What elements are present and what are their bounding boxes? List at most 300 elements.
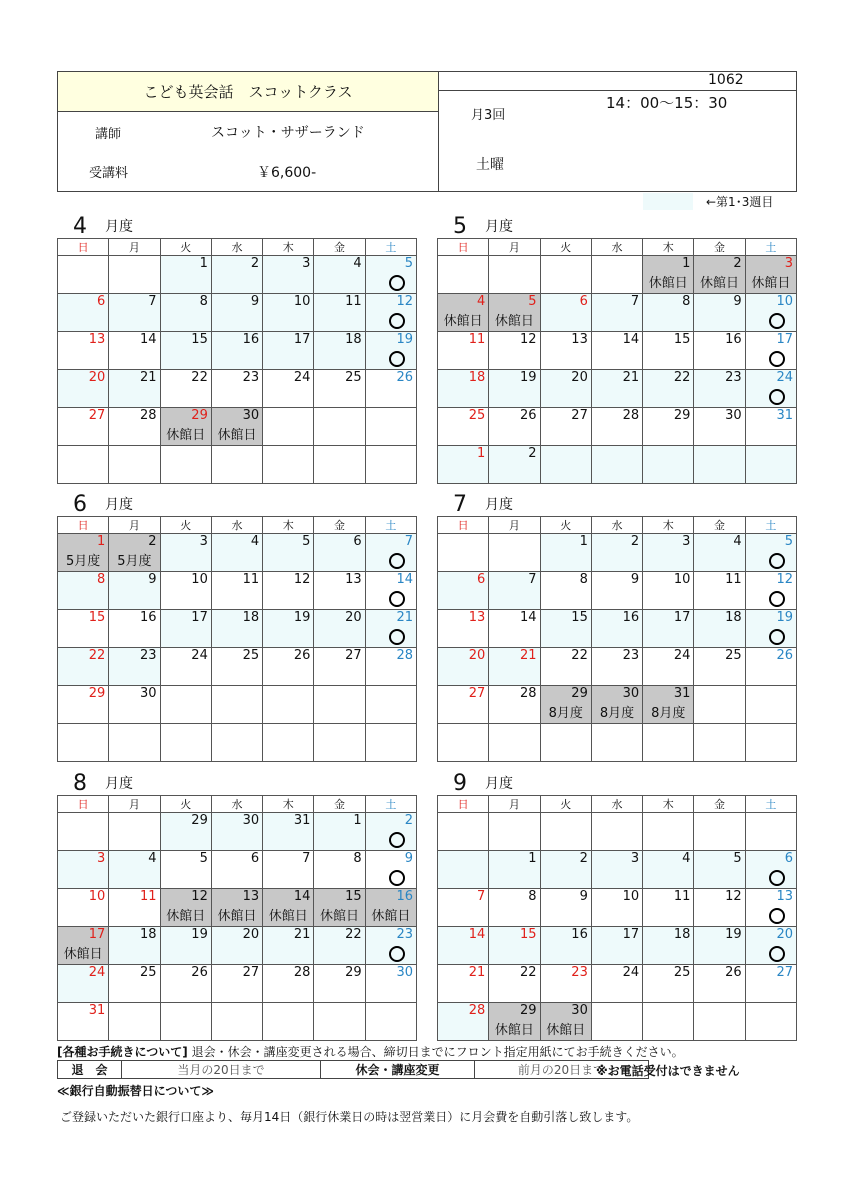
calendar-day-cell	[365, 534, 416, 572]
day-number: 10	[293, 294, 311, 309]
calendar-day-cell	[314, 851, 365, 889]
calendar-day-cell	[438, 1003, 489, 1041]
calendar-day-cell	[58, 889, 109, 927]
day-number: 20	[242, 927, 260, 942]
phone-note: ※お電話受付はできません	[596, 1064, 740, 1078]
day-number: 22	[673, 370, 691, 385]
calendar-day-cell	[489, 332, 540, 370]
weekday-header: 金	[314, 796, 365, 813]
calendar-day-cell	[160, 889, 211, 927]
calendar-week-row	[438, 851, 797, 889]
calendar-grid	[57, 516, 417, 762]
calendar-day-cell	[694, 534, 745, 572]
calendar-day-cell	[160, 332, 211, 370]
calendar-week-row	[58, 256, 417, 294]
day-number: 20	[468, 648, 486, 663]
calendar-day-cell	[263, 927, 314, 965]
calendar-day-cell	[694, 1003, 745, 1041]
calendar-day-cell	[694, 446, 745, 484]
day-number: 15	[673, 332, 691, 347]
calendar-day-cell	[58, 446, 109, 484]
day-number: 23	[242, 370, 260, 385]
day-number: 19	[191, 927, 208, 942]
calendar-day-cell	[365, 889, 416, 927]
day-number: 6	[579, 294, 588, 309]
day-number: 12	[725, 889, 742, 904]
calendar-day-cell	[438, 446, 489, 484]
day-number: 25	[468, 408, 486, 423]
lesson-circle-icon	[389, 832, 405, 848]
day-note: 8月度	[548, 706, 583, 721]
calendar-day-cell	[438, 965, 489, 1003]
day-number: 23	[396, 927, 413, 942]
calendar-month-3	[437, 492, 797, 762]
weekday-header: 月	[109, 239, 160, 256]
day-number: 22	[191, 370, 208, 385]
month-suffix: 月度	[105, 219, 133, 235]
calendar-day-cell	[365, 572, 416, 610]
day-number: 9	[250, 294, 260, 309]
calendar-day-cell	[263, 724, 314, 762]
calendar-day-cell	[314, 965, 365, 1003]
calendar-day-cell	[211, 446, 262, 484]
day-number: 28	[468, 1003, 486, 1018]
calendar-day-cell	[540, 408, 591, 446]
day-number: 30	[140, 686, 157, 701]
day-number: 30	[622, 686, 640, 701]
calendar-day-cell	[489, 724, 540, 762]
calendar-week-row	[438, 572, 797, 610]
day-number: 6	[250, 851, 260, 866]
calendar-day-cell	[643, 724, 694, 762]
calendar-month-4	[57, 771, 417, 1041]
day-number: 21	[396, 610, 413, 625]
day-number: 19	[776, 610, 793, 625]
day-number: 15	[571, 610, 588, 625]
day-number: 21	[293, 927, 311, 942]
calendar-day-cell	[160, 965, 211, 1003]
weekday-header: 金	[694, 239, 745, 256]
day-number: 2	[579, 851, 588, 866]
day-number: 1	[477, 446, 486, 461]
calendar-day-cell	[591, 648, 642, 686]
day-number: 10	[673, 572, 691, 587]
month-suffix: 月度	[105, 497, 133, 513]
day-number: 11	[725, 572, 742, 587]
day-note: 休館日	[751, 276, 791, 291]
calendar-day-cell	[591, 889, 642, 927]
day-note: 8月度	[651, 706, 686, 721]
calendar-week-row	[438, 1003, 797, 1041]
weekday-header: 金	[314, 239, 365, 256]
day-number: 23	[725, 370, 742, 385]
day-number: 21	[468, 965, 486, 980]
calendar-day-cell	[540, 965, 591, 1003]
day-number: 16	[622, 610, 640, 625]
day-number: 15	[88, 610, 106, 625]
day-number: 5	[784, 534, 793, 549]
bank-text: ご登録いただいた銀行口座より、毎月14日（銀行休業日の時は翌営業日）に月会費を自動引落し致します。	[60, 1110, 639, 1124]
calendar-day-cell	[489, 851, 540, 889]
day-number: 3	[630, 851, 640, 866]
class-time: 14：00〜15：30	[606, 94, 728, 112]
calendar-day-cell	[745, 889, 796, 927]
calendar-week-row	[58, 813, 417, 851]
calendar-grid	[437, 516, 797, 762]
day-number: 30	[571, 1003, 588, 1018]
calendar-day-cell	[694, 294, 745, 332]
calendar-day-cell	[314, 648, 365, 686]
calendar-week-row	[438, 965, 797, 1003]
calendar-day-cell	[745, 370, 796, 408]
calendar-week-row	[58, 927, 417, 965]
calendar-day-cell	[58, 370, 109, 408]
calendar-day-cell	[109, 332, 160, 370]
calendar-day-cell	[489, 889, 540, 927]
lesson-circle-icon	[769, 908, 785, 924]
day-number: 1	[682, 256, 691, 271]
lesson-circle-icon	[769, 591, 785, 607]
calendar-day-cell	[489, 446, 540, 484]
calendar-day-cell	[591, 927, 642, 965]
calendar-day-cell	[591, 965, 642, 1003]
month-suffix: 月度	[485, 497, 513, 513]
calendar-day-cell	[58, 927, 109, 965]
header-row-divider	[438, 90, 796, 91]
day-number: 8	[97, 572, 106, 587]
day-number: 13	[88, 332, 106, 347]
calendar-day-cell	[489, 927, 540, 965]
calendar-day-cell	[263, 408, 314, 446]
day-number: 29	[520, 1003, 537, 1018]
calendar-day-cell	[109, 851, 160, 889]
calendar-day-cell	[745, 927, 796, 965]
day-note: 休館日	[166, 428, 206, 443]
lesson-circle-icon	[769, 313, 785, 329]
weekday-header: 水	[591, 239, 642, 256]
calendar-day-cell	[591, 370, 642, 408]
calendar-day-cell	[540, 332, 591, 370]
calendar-day-cell	[160, 446, 211, 484]
calendar-day-cell	[109, 813, 160, 851]
calendar-day-cell	[745, 648, 796, 686]
calendar-day-cell	[591, 724, 642, 762]
calendar-week-row	[438, 724, 797, 762]
teacher-name: スコット・サザーランド	[211, 125, 365, 141]
weekday-header: 火	[160, 796, 211, 813]
day-number: 23	[571, 965, 588, 980]
weekday-header: 火	[160, 517, 211, 534]
day-number: 9	[733, 294, 742, 309]
calendar-week-row	[58, 1003, 417, 1041]
lesson-circle-icon	[389, 946, 405, 962]
calendar-day-cell	[591, 610, 642, 648]
weekday-header: 土	[745, 239, 796, 256]
calendar-day-cell	[745, 572, 796, 610]
day-number: 12	[776, 572, 793, 587]
calendar-day-cell	[438, 927, 489, 965]
day-number: 7	[148, 294, 157, 309]
calendar-day-cell	[745, 851, 796, 889]
calendar-title	[453, 214, 513, 239]
day-number: 23	[622, 648, 640, 663]
calendar-day-cell	[591, 572, 642, 610]
calendar-day-cell	[314, 724, 365, 762]
weekday-header: 木	[263, 517, 314, 534]
weekday-header: 水	[211, 796, 262, 813]
day-number: 14	[293, 889, 311, 904]
day-number: 4	[682, 851, 691, 866]
calendar-day-cell	[643, 965, 694, 1003]
bank-heading: ≪銀行自動振替日について≫	[57, 1084, 214, 1098]
day-number: 24	[622, 965, 640, 980]
day-number: 2	[404, 813, 413, 828]
calendar-day-cell	[160, 370, 211, 408]
calendar-day-cell	[314, 294, 365, 332]
calendar-day-cell	[314, 572, 365, 610]
day-number: 20	[88, 370, 106, 385]
calendar-day-cell	[211, 927, 262, 965]
calendar-day-cell	[540, 1003, 591, 1041]
calendar-month-2	[57, 492, 417, 762]
calendar-day-cell	[109, 648, 160, 686]
day-number: 6	[784, 851, 793, 866]
calendar-week-row	[438, 370, 797, 408]
day-number: 7	[528, 572, 537, 587]
calendar-grid	[57, 238, 417, 484]
calendar-day-cell	[211, 332, 262, 370]
day-number: 31	[293, 813, 311, 828]
day-note: 休館日	[166, 909, 206, 924]
calendar-day-cell	[109, 370, 160, 408]
month-number: 4	[73, 214, 87, 239]
calendar-day-cell	[540, 724, 591, 762]
calendar-day-cell	[540, 534, 591, 572]
calendar-day-cell	[365, 446, 416, 484]
day-number: 1	[579, 534, 588, 549]
day-number: 11	[242, 572, 260, 587]
day-number: 5	[199, 851, 208, 866]
calendar-day-cell	[745, 1003, 796, 1041]
day-number: 8	[682, 294, 691, 309]
day-number: 15	[520, 927, 537, 942]
day-number: 2	[148, 534, 157, 549]
day-number: 24	[776, 370, 793, 385]
legend-swatch	[643, 193, 693, 210]
calendar-day-cell	[365, 1003, 416, 1041]
calendar-day-cell	[694, 408, 745, 446]
day-number: 25	[673, 965, 691, 980]
calendar-day-cell	[109, 724, 160, 762]
day-number: 1	[528, 851, 537, 866]
day-number: 24	[88, 965, 106, 980]
calendar-month-5	[437, 771, 797, 1041]
calendar-day-cell	[438, 572, 489, 610]
weekday-header: 水	[211, 517, 262, 534]
day-number: 26	[520, 408, 537, 423]
calendar-day-cell	[314, 889, 365, 927]
day-number: 8	[199, 294, 208, 309]
day-number: 28	[140, 408, 157, 423]
weekday-header-row	[438, 796, 797, 813]
calendar-day-cell	[211, 294, 262, 332]
calendar-day-cell	[58, 724, 109, 762]
calendar-day-cell	[211, 370, 262, 408]
calendar-month-0	[57, 214, 417, 484]
weekday-header: 火	[540, 517, 591, 534]
calendar-day-cell	[160, 572, 211, 610]
calendar-day-cell	[109, 446, 160, 484]
calendar-day-cell	[365, 851, 416, 889]
calendar-day-cell	[58, 1003, 109, 1041]
calendar-day-cell	[438, 408, 489, 446]
day-number: 4	[733, 534, 742, 549]
calendar-day-cell	[489, 813, 540, 851]
calendar-day-cell	[591, 446, 642, 484]
calendar-day-cell	[109, 1003, 160, 1041]
calendar-day-cell	[745, 332, 796, 370]
calendar-week-row	[438, 332, 797, 370]
calendar-day-cell	[58, 813, 109, 851]
day-number: 2	[630, 534, 640, 549]
calendar-day-cell	[643, 686, 694, 724]
calendar-day-cell	[109, 572, 160, 610]
day-number: 17	[88, 927, 106, 942]
day-number: 3	[682, 534, 691, 549]
day-number: 28	[293, 965, 311, 980]
pause-deadline: 前月の20日まで	[475, 1061, 649, 1079]
calendar-day-cell	[109, 534, 160, 572]
calendar-day-cell	[314, 813, 365, 851]
day-number: 14	[622, 332, 640, 347]
calendar-day-cell	[489, 1003, 540, 1041]
day-number: 10	[776, 294, 793, 309]
day-number: 5	[733, 851, 742, 866]
day-number: 18	[468, 370, 486, 385]
day-number: 2	[733, 256, 742, 271]
lesson-circle-icon	[769, 946, 785, 962]
day-number: 30	[396, 965, 413, 980]
day-number: 5	[404, 256, 413, 271]
weekday-header: 金	[314, 517, 365, 534]
calendar-day-cell	[745, 446, 796, 484]
day-number: 1	[199, 256, 208, 271]
day-number: 27	[571, 408, 588, 423]
weekday-header: 木	[263, 239, 314, 256]
calendar-day-cell	[694, 648, 745, 686]
calendar-day-cell	[58, 648, 109, 686]
calendar-day-cell	[314, 446, 365, 484]
weekday-header: 日	[58, 796, 109, 813]
day-number: 18	[725, 610, 742, 625]
calendar-day-cell	[211, 724, 262, 762]
calendar-day-cell	[58, 965, 109, 1003]
day-number: 12	[396, 294, 413, 309]
weekday-header: 土	[745, 796, 796, 813]
day-number: 22	[520, 965, 537, 980]
weekday-header: 木	[643, 796, 694, 813]
day-note: 休館日	[371, 909, 411, 924]
day-number: 16	[140, 610, 157, 625]
weekday-header: 木	[643, 239, 694, 256]
calendar-week-row	[58, 851, 417, 889]
calendar-day-cell	[489, 408, 540, 446]
calendar-day-cell	[643, 889, 694, 927]
day-number: 27	[776, 965, 793, 980]
calendar-day-cell	[643, 534, 694, 572]
calendar-day-cell	[591, 408, 642, 446]
weekday-header: 月	[489, 517, 540, 534]
month-number: 5	[453, 214, 467, 239]
calendar-day-cell	[365, 813, 416, 851]
day-number: 26	[293, 648, 311, 663]
calendar-day-cell	[694, 256, 745, 294]
calendar-day-cell	[591, 534, 642, 572]
class-info-header	[57, 71, 797, 192]
calendar-day-cell	[263, 648, 314, 686]
day-number: 4	[477, 294, 486, 309]
calendar-week-row	[58, 610, 417, 648]
calendar-day-cell	[438, 256, 489, 294]
calendar-day-cell	[58, 851, 109, 889]
weekday-header: 火	[160, 239, 211, 256]
calendar-day-cell	[263, 256, 314, 294]
calendar-day-cell	[694, 572, 745, 610]
weekday-header: 日	[438, 796, 489, 813]
procedures-heading: [各種お手続きについて]	[57, 1045, 188, 1059]
day-number: 28	[396, 648, 413, 663]
day-number: 9	[148, 572, 157, 587]
fee-label: 受講料	[89, 166, 129, 181]
calendar-week-row	[438, 648, 797, 686]
day-number: 6	[353, 534, 362, 549]
weekday-header: 金	[694, 796, 745, 813]
day-number: 12	[191, 889, 208, 904]
day-number: 22	[88, 648, 106, 663]
calendar-day-cell	[694, 889, 745, 927]
day-note: 休館日	[320, 909, 360, 924]
day-number: 18	[673, 927, 691, 942]
calendar-day-cell	[314, 1003, 365, 1041]
day-number: 14	[520, 610, 537, 625]
calendar-day-cell	[643, 294, 694, 332]
lesson-circle-icon	[389, 275, 405, 291]
calendar-day-cell	[643, 648, 694, 686]
weekday-header: 日	[438, 239, 489, 256]
day-number: 19	[725, 927, 742, 942]
calendar-week-row	[438, 534, 797, 572]
day-number: 17	[622, 927, 640, 942]
day-note: 休館日	[494, 1023, 534, 1038]
weekday-header: 金	[694, 517, 745, 534]
calendar-day-cell	[58, 408, 109, 446]
calendar-month-1	[437, 214, 797, 484]
legend-note: ←第1･3週目	[706, 195, 774, 209]
calendar-day-cell	[160, 813, 211, 851]
calendar-week-row	[438, 610, 797, 648]
calendar-day-cell	[591, 813, 642, 851]
calendar-day-cell	[263, 370, 314, 408]
calendar-day-cell	[540, 648, 591, 686]
calendar-day-cell	[745, 724, 796, 762]
calendar-day-cell	[489, 572, 540, 610]
day-note: 8月度	[599, 706, 635, 721]
day-number: 8	[528, 889, 537, 904]
weekday-header: 月	[489, 239, 540, 256]
day-number: 17	[191, 610, 208, 625]
month-suffix: 月度	[105, 776, 133, 792]
calendar-day-cell	[160, 408, 211, 446]
